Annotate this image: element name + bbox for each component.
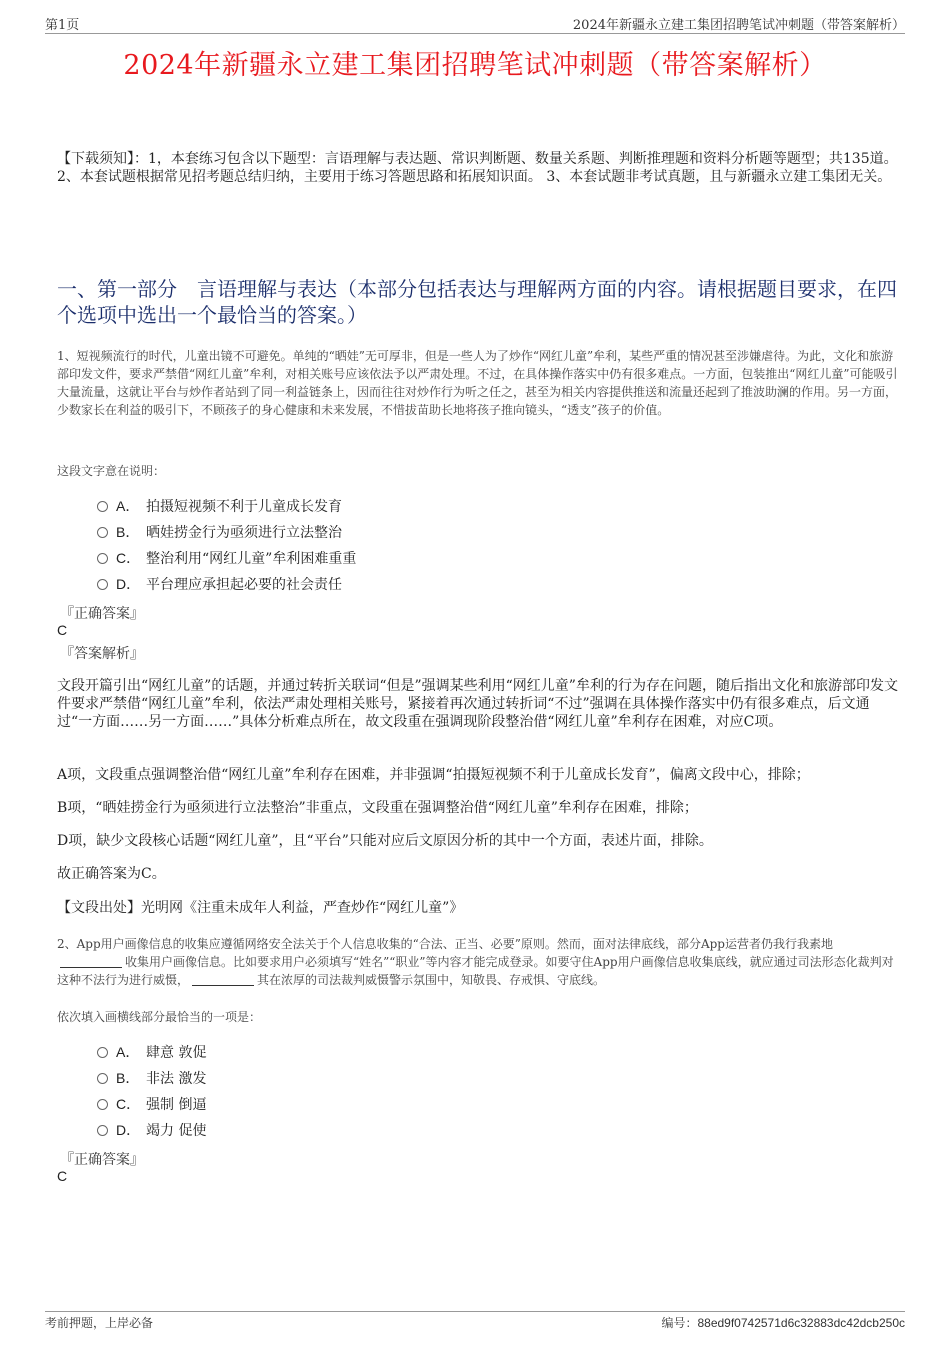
option-text: 竭力 促使 bbox=[146, 1123, 207, 1139]
q1-answer: C bbox=[57, 622, 68, 638]
q1-analysis-a: A项，文段重点强调整治借“网红儿童”牟利存在困难，并非强调“拍摄短视频不利于儿童成长发育”，偏离文段中心，排除； bbox=[57, 767, 810, 783]
q2-passage-part2: 收集用户画像信息。比如要求用户必须填写“姓名”“职业”等内容才能完成登录。如要守住App用户画像信息收集底线，就应通过司法形态化裁判对这种不法行为进行威慑， bbox=[57, 955, 894, 987]
section-heading: 一、第一部分 言语理解与表达（本部分包括表达与理解两方面的内容。请根据题目要求，在四个选项中选出一个最恰当的答案。） bbox=[57, 277, 897, 327]
radio-icon[interactable] bbox=[97, 553, 108, 564]
radio-icon[interactable] bbox=[97, 1125, 108, 1136]
option-letter: C． bbox=[116, 550, 141, 566]
header-divider bbox=[45, 33, 905, 34]
radio-icon[interactable] bbox=[97, 579, 108, 590]
option-text: 平台理应承担起必要的社会责任 bbox=[146, 577, 342, 593]
q2-passage-part3: 其在浓厚的司法裁判威慑警示氛围中，知敬畏、存戒惧、守底线。 bbox=[257, 973, 606, 987]
q1-option-a[interactable] bbox=[97, 496, 342, 516]
q2-answer: C bbox=[57, 1168, 68, 1184]
q1-analysis-d: D项，缺少文段核心话题“网红儿童”，且“平台”只能对应后文原因分析的其中一个方面，表述片面，排除。 bbox=[57, 833, 713, 849]
option-letter: D． bbox=[116, 576, 141, 592]
footer-divider bbox=[45, 1311, 905, 1312]
fill-blank-1 bbox=[60, 955, 122, 968]
footer-slogan: 考前押题，上岸必备 bbox=[45, 1316, 154, 1330]
radio-icon[interactable] bbox=[97, 1073, 108, 1084]
q1-analysis-conclusion: 故正确答案为C。 bbox=[57, 866, 166, 882]
option-text: 晒娃捞金行为亟须进行立法整治 bbox=[146, 525, 342, 541]
q2-stem: 依次填入画横线部分最恰当的一项是： bbox=[57, 1010, 262, 1024]
footer-code bbox=[661, 1314, 905, 1331]
page-title: 2024年新疆永立建工集团招聘笔试冲刺题（带答案解析） bbox=[123, 50, 827, 81]
option-letter: A． bbox=[116, 498, 140, 514]
option-text: 肆意 敦促 bbox=[146, 1045, 207, 1061]
q2-option-b[interactable] bbox=[97, 1068, 206, 1088]
q1-analysis-b: B项，“晒娃捞金行为亟须进行立法整治”非重点，文段重在强调整治借“网红儿童”牟利存在困难，排除； bbox=[57, 800, 698, 816]
q1-passage: 1、短视频流行的时代，儿童出镜不可避免。单纯的“晒娃”无可厚非，但是一些人为了炒作“网红儿童”牟利，某些严重的情况甚至涉嫌虐待。为此，文化和旅游部印发文件，要求严禁借“网红儿童”牟利，对相关账号应该依法予以严肃处理。不过，在具体操作落实中仍有很多难点。一方面，包装推出“网红儿童”可能吸引大量流量，这就让平台与炒作者站到了同一利益链条上，因而往往对炒作行为听之任之，甚至为相关内容提供推送和流量还起到了推波助澜的作用。另一方面，少数家长在利益的吸引下，不顾孩子的身心健康和未来发展，不惜拔苗助长地将孩子推向镜头，“透支”孩子的价值。 bbox=[57, 349, 898, 417]
q2-option-c[interactable] bbox=[97, 1094, 206, 1114]
q2-option-d[interactable] bbox=[97, 1120, 206, 1140]
option-text: 整治利用“网红儿童”牟利困难重重 bbox=[146, 551, 357, 567]
q1-analysis-main: 文段开篇引出“网红儿童”的话题，并通过转折关联词“但是”强调某些利用“网红儿童”牟利的行为存在问题，随后指出文化和旅游部印发文件要求严禁借“网红儿童”牟利，依法严肃处理相关账号，紧接着再次通过转折词“不过”强调在具体操作落实中仍有很多难点，后文通过“一方面……另一方面……”具体分析难点所在，故文段重在强调现阶段整治借“网红儿童”牟利存在困难，对应C项。 bbox=[57, 678, 898, 730]
q1-option-d[interactable] bbox=[97, 574, 342, 594]
q1-option-b[interactable] bbox=[97, 522, 342, 542]
option-letter: C． bbox=[116, 1096, 141, 1112]
option-text: 强制 倒逼 bbox=[146, 1097, 207, 1113]
radio-icon[interactable] bbox=[97, 501, 108, 512]
footer-code-value: 88ed9f0742571d6c32883dc42dcb250c bbox=[697, 1316, 905, 1330]
q2-passage bbox=[57, 935, 900, 989]
option-text: 拍摄短视频不利于儿童成长发育 bbox=[146, 499, 342, 515]
q1-analysis-tag: 『答案解析』 bbox=[60, 646, 144, 662]
q1-answer-tag: 『正确答案』 bbox=[60, 606, 144, 622]
option-text: 非法 激发 bbox=[146, 1071, 207, 1087]
header-doc-title: 2024年新疆永立建工集团招聘笔试冲刺题（带答案解析） bbox=[572, 18, 905, 33]
q2-passage-part1: 2、App用户画像信息的收集应遵循网络安全法关于个人信息收集的“合法、正当、必要”原则。然而，面对法律底线，部分App运营者仍我行我素地 bbox=[57, 937, 833, 951]
q1-stem: 这段文字意在说明： bbox=[57, 464, 166, 478]
fill-blank-2 bbox=[192, 973, 254, 986]
option-letter: B． bbox=[116, 1070, 140, 1086]
footer-code-label: 编号： bbox=[661, 1316, 698, 1330]
q1-source: 【文段出处】光明网《注重未成年人利益，严查炒作“网红儿童”》 bbox=[57, 900, 464, 916]
radio-icon[interactable] bbox=[97, 1047, 108, 1058]
download-notice: 【下载须知】：1，本套练习包含以下题型：言语理解与表达题、常识判断题、数量关系题、判断推理题和资料分析题等题型；共135道。 2、本套试题根据常见招考题总结归纳，主要用于练习答题思路和拓展知识面。 3、本套试题非考试真题，且与新疆永立建工集团无关。 bbox=[57, 151, 898, 185]
option-letter: A． bbox=[116, 1044, 140, 1060]
option-letter: D． bbox=[116, 1122, 141, 1138]
q2-answer-tag: 『正确答案』 bbox=[60, 1152, 144, 1168]
radio-icon[interactable] bbox=[97, 527, 108, 538]
option-letter: B． bbox=[116, 524, 140, 540]
radio-icon[interactable] bbox=[97, 1099, 108, 1110]
q1-option-c[interactable] bbox=[97, 548, 356, 568]
q2-option-a[interactable] bbox=[97, 1042, 206, 1062]
page-number: 第1页 bbox=[45, 18, 80, 33]
